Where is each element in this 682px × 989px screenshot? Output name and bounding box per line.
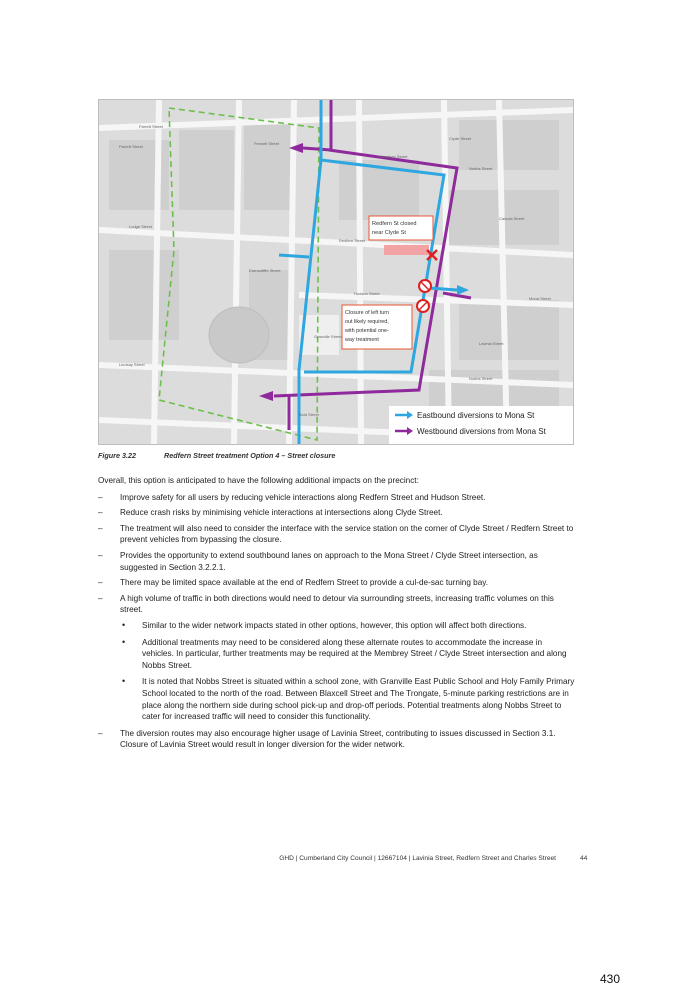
figure-title: Redfern Street treatment Option 4 – Street closure [164, 451, 336, 460]
impact-item-text: A high volume of traffic in both directions would need to detour via surrounding streets, increasing traffic volumes on this street. [120, 593, 554, 615]
svg-text:Fennell Street: Fennell Street [254, 141, 279, 146]
svg-text:Lodge Street: Lodge Street [129, 224, 152, 229]
page-footer: GHD | Cumberland City Council | 12667104 | Lavinia Street, Redfern Street and Charles Street [279, 855, 556, 862]
legend-eastbound [395, 411, 535, 420]
intro-paragraph: Overall, this option is anticipated to have the following additional impacts on the precinct: [98, 476, 419, 485]
no-left-turn-icon [419, 280, 431, 292]
svg-text:Lavinia Street: Lavinia Street [479, 341, 504, 346]
legend-westbound-label: Westbound diversions from Mona St [417, 427, 546, 436]
figure-caption [98, 451, 335, 460]
impact-item: – The treatment will also need to consider the interface with the service station on the corner of Clyde Street / Redfern Street to prevent vehicles from bypassing the closure. [98, 523, 576, 546]
callout-left-turn-line4: way treatment [345, 337, 379, 343]
svg-text:Bold Street: Bold Street [299, 412, 319, 417]
map-svg [99, 100, 573, 444]
svg-text:Caloola Street: Caloola Street [499, 216, 525, 221]
svg-text:Nobbs Street: Nobbs Street [469, 376, 493, 381]
impact-item: – There may be limited space available at the end of Redfern Street to provide a cul-de-sac turning bay. [98, 577, 576, 589]
oval-park [209, 307, 269, 363]
svg-text:Membrey Street: Membrey Street [379, 154, 408, 159]
impact-item: – Improve safety for all users by reducing vehicle interactions along Redfern Street and Hudson Street. [98, 492, 576, 504]
callout-closed-line1: Redfern St closed [372, 221, 417, 227]
svg-text:Hudson Street: Hudson Street [354, 291, 380, 296]
impacts-list [98, 492, 576, 751]
sub-impact-item: • Additional treatments may need to be considered along these alternate routes to accommodate the increase in vehicles. In particular, further treatments may be required at the Membrey Street / Clyde Street intersection and along Nobbs Street. [120, 637, 576, 672]
document-page-number: 430 [599, 972, 620, 986]
legend-eastbound-label: Eastbound diversions to Mona St [417, 411, 535, 420]
sub-impact-item: • It is noted that Nobbs Street is situated within a school zone, with Granville East Public School and Holy Family Primary School located to the north of the road. Between Blaxcell Street and The Trongate, 5-minute parking restrictions are in place along the northern side during school pick-up and drop-off periods. Potential treatments along Nobbs Street to cater for increased traffic will need to consider this functionality. [120, 676, 576, 722]
footer-page-number: 44 [580, 855, 588, 862]
svg-text:Parrett Street: Parrett Street [119, 144, 143, 149]
impact-item: – Provides the opportunity to extend southbound lanes on approach to the Mona Street / Clyde Street intersection, as suggested in Section 3.2.2.1. [98, 550, 576, 573]
svg-text:Nobbs Street: Nobbs Street [469, 166, 493, 171]
callout-left-turn-line2: out likely required, [345, 319, 389, 325]
closure-area [384, 245, 429, 255]
callout-left-turn-line1: Closure of left turn [345, 310, 390, 316]
impact-item: – Reduce crash risks by minimising vehicle interactions at intersections along Clyde Street. [98, 507, 576, 519]
impact-item: – The diversion routes may also encourage higher usage of Lavinia Street, contributing to issues discussed in Section 3.1. Closure of Lavinia Street would result in longer diversion for the wider network. [98, 728, 576, 751]
svg-text:Earnsclifffe Street: Earnsclifffe Street [249, 268, 281, 273]
svg-text:Lindsay Street: Lindsay Street [119, 362, 145, 367]
no-entry-icon [417, 300, 429, 312]
map-figure [98, 99, 574, 445]
impact-item-with-subitems [98, 593, 576, 723]
svg-text:Clyde Street: Clyde Street [449, 136, 472, 141]
callout-closed-box [369, 216, 433, 240]
svg-text:Redfern Street: Redfern Street [339, 238, 366, 243]
figure-number: Figure 3.22 [98, 451, 136, 460]
svg-text:Parrett Street: Parrett Street [139, 124, 163, 129]
body-content [98, 475, 576, 755]
svg-text:Granville Street: Granville Street [314, 334, 342, 339]
callout-left-turn-line3: with potential one- [345, 328, 389, 334]
sub-impacts-list [120, 620, 576, 723]
sub-impact-item: • Similar to the wider network impacts stated in other options, however, this option will affect both directions. [120, 620, 576, 632]
svg-text:Mona Street: Mona Street [529, 296, 551, 301]
legend-westbound [395, 427, 547, 436]
callout-closed-line2: near Clyde St [372, 230, 406, 236]
